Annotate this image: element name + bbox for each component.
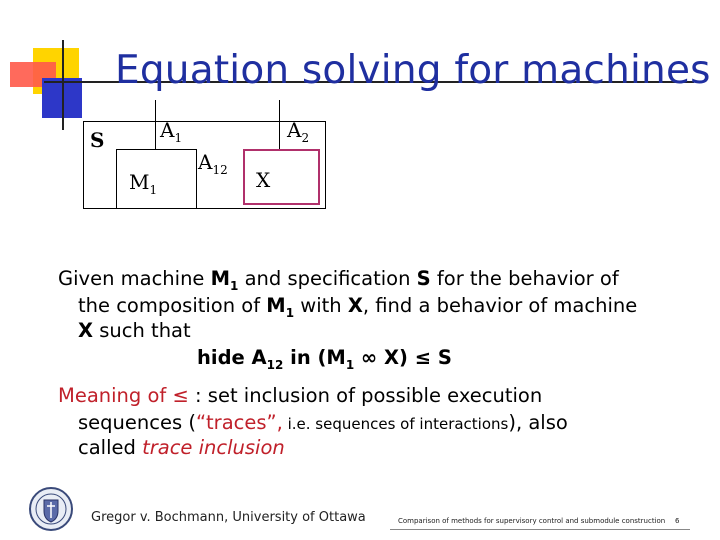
- text-line-2: the composition of $M_1$ with X, find a behavior of machine: [78, 294, 638, 320]
- university-crest-icon: [28, 486, 74, 532]
- machine-box-x: [243, 149, 320, 205]
- interface-line-a1: [155, 100, 156, 149]
- text-line-6: sequences (“traces”, i.e. sequences of interactions), also: [78, 411, 568, 434]
- slide-title: Equation solving for machines: [115, 48, 711, 93]
- text-line-5: Meaning of ≤ : set inclusion of possible execution: [58, 384, 543, 407]
- footer-course-title: Comparison of methods for supervisory control and submodule construction: [398, 517, 666, 525]
- decor-vertical-line: [62, 40, 64, 130]
- page-number: 6: [675, 517, 680, 525]
- label-a1: $A_1$: [160, 118, 183, 145]
- footer-divider: [390, 529, 690, 530]
- text-line-7: called trace inclusion: [78, 436, 285, 459]
- label-m1: $M_1$: [129, 170, 158, 197]
- label-x: X: [256, 168, 271, 192]
- text-line-3: X such that: [78, 319, 191, 342]
- label-a12: $A_{12}$: [198, 150, 228, 177]
- footer-author: Gregor v. Bochmann, University of Ottawa: [91, 510, 366, 525]
- label-a2: $A_2$: [287, 118, 310, 145]
- label-s: S: [90, 128, 105, 152]
- interface-line-a2: [279, 100, 280, 149]
- text-line-1: Given machine $M_1$ and specification S for the behavior of: [58, 267, 619, 293]
- formula-line: hide $A_{12}$ in ($M_1$ ∞ X) ≤ S: [197, 346, 452, 372]
